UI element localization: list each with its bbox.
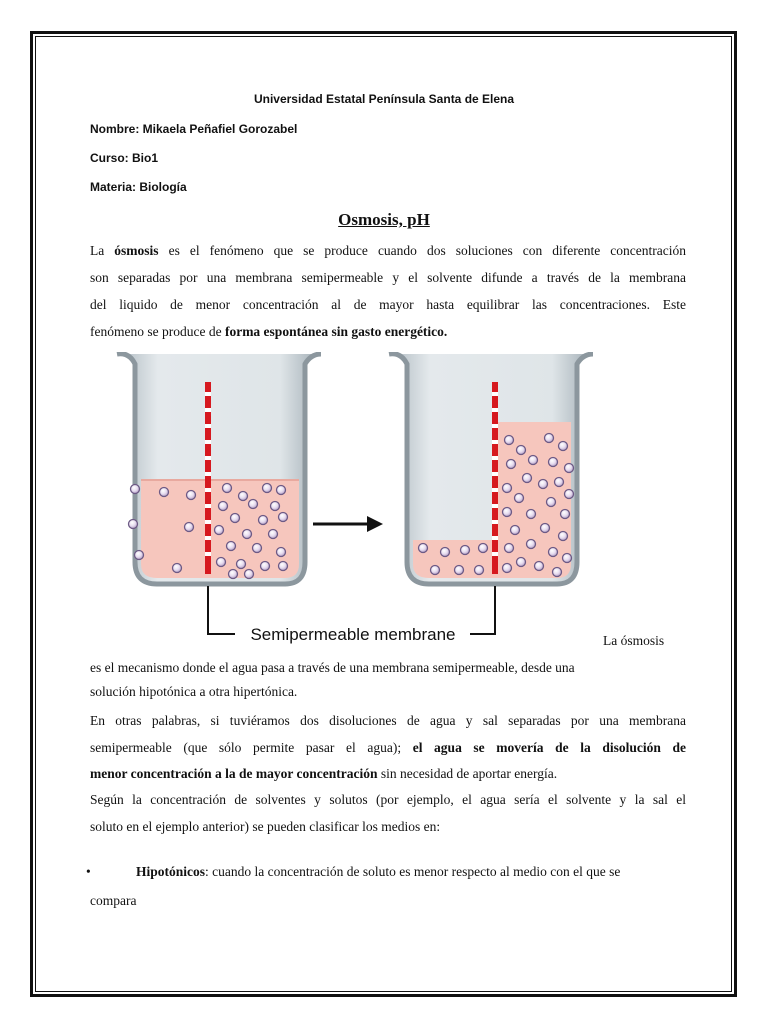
intro-line-1: La ósmosis es el fenómeno que se produce cuando dos soluciones con diferente concentración: [90, 243, 686, 258]
right-beaker: [389, 354, 593, 584]
left-beaker: [117, 354, 321, 584]
body-p3-line-1: Según la concentración de solventes y solutos (por ejemplo, el agua sería el solvente y la sal el: [90, 792, 686, 807]
arrow-icon: [313, 516, 383, 532]
university-heading: Universidad Estatal Península Santa de Elena: [253, 92, 515, 106]
body-p2-line-1: En otras palabras, si tuviéramos dos disoluciones de agua y sal separadas por una membrana: [90, 713, 686, 728]
body-p3-line-2: soluto en el ejemplo anterior) se pueden clasificar los medios en:: [90, 819, 441, 834]
bullet-line-1: Hipotónicos: cuando la concentración de soluto es menor respecto al medio con el que se: [136, 864, 621, 879]
caption-start: La ósmosis: [603, 633, 665, 648]
bullet-line-2: compara: [90, 893, 137, 908]
intro-paragraph: [90, 237, 686, 345]
course: Curso: Bio1: [90, 151, 159, 165]
body-p1-line-2: solución hipotónica a otra hipertónica.: [90, 684, 298, 699]
body-p2-line-3: menor concentración a la de mayor concentración sin necesidad de aportar energía.: [90, 766, 558, 781]
osmosis-diagram: [115, 352, 605, 657]
body-paragraphs: [90, 654, 686, 840]
body-p2-line-2: semipermeable (que sólo permite pasar el agua); el agua se movería de la disolución de: [90, 740, 686, 755]
intro-line-3: del liquido de menor concentración al de mayor hasta equilibrar las concentraciones. Este: [90, 297, 686, 312]
subject: Materia: Biología: [90, 180, 187, 194]
bullet-marker: •: [86, 864, 91, 879]
page-title: Osmosis, pH: [338, 210, 430, 229]
intro-line-4: fenómeno se produce de forma espontánea sin gasto energético.: [90, 324, 448, 339]
body-p1-line-1: es el mecanismo donde el agua pasa a través de una membrana semipermeable, desde una: [90, 660, 575, 675]
membrane-label: Semipermeable membrane: [250, 625, 456, 644]
intro-line-2: son separadas por una membrana semipermeable y el solvente difunde a través de la membrana: [90, 270, 686, 285]
student-name: Nombre: Mikaela Peñafiel Gorozabel: [90, 122, 298, 136]
